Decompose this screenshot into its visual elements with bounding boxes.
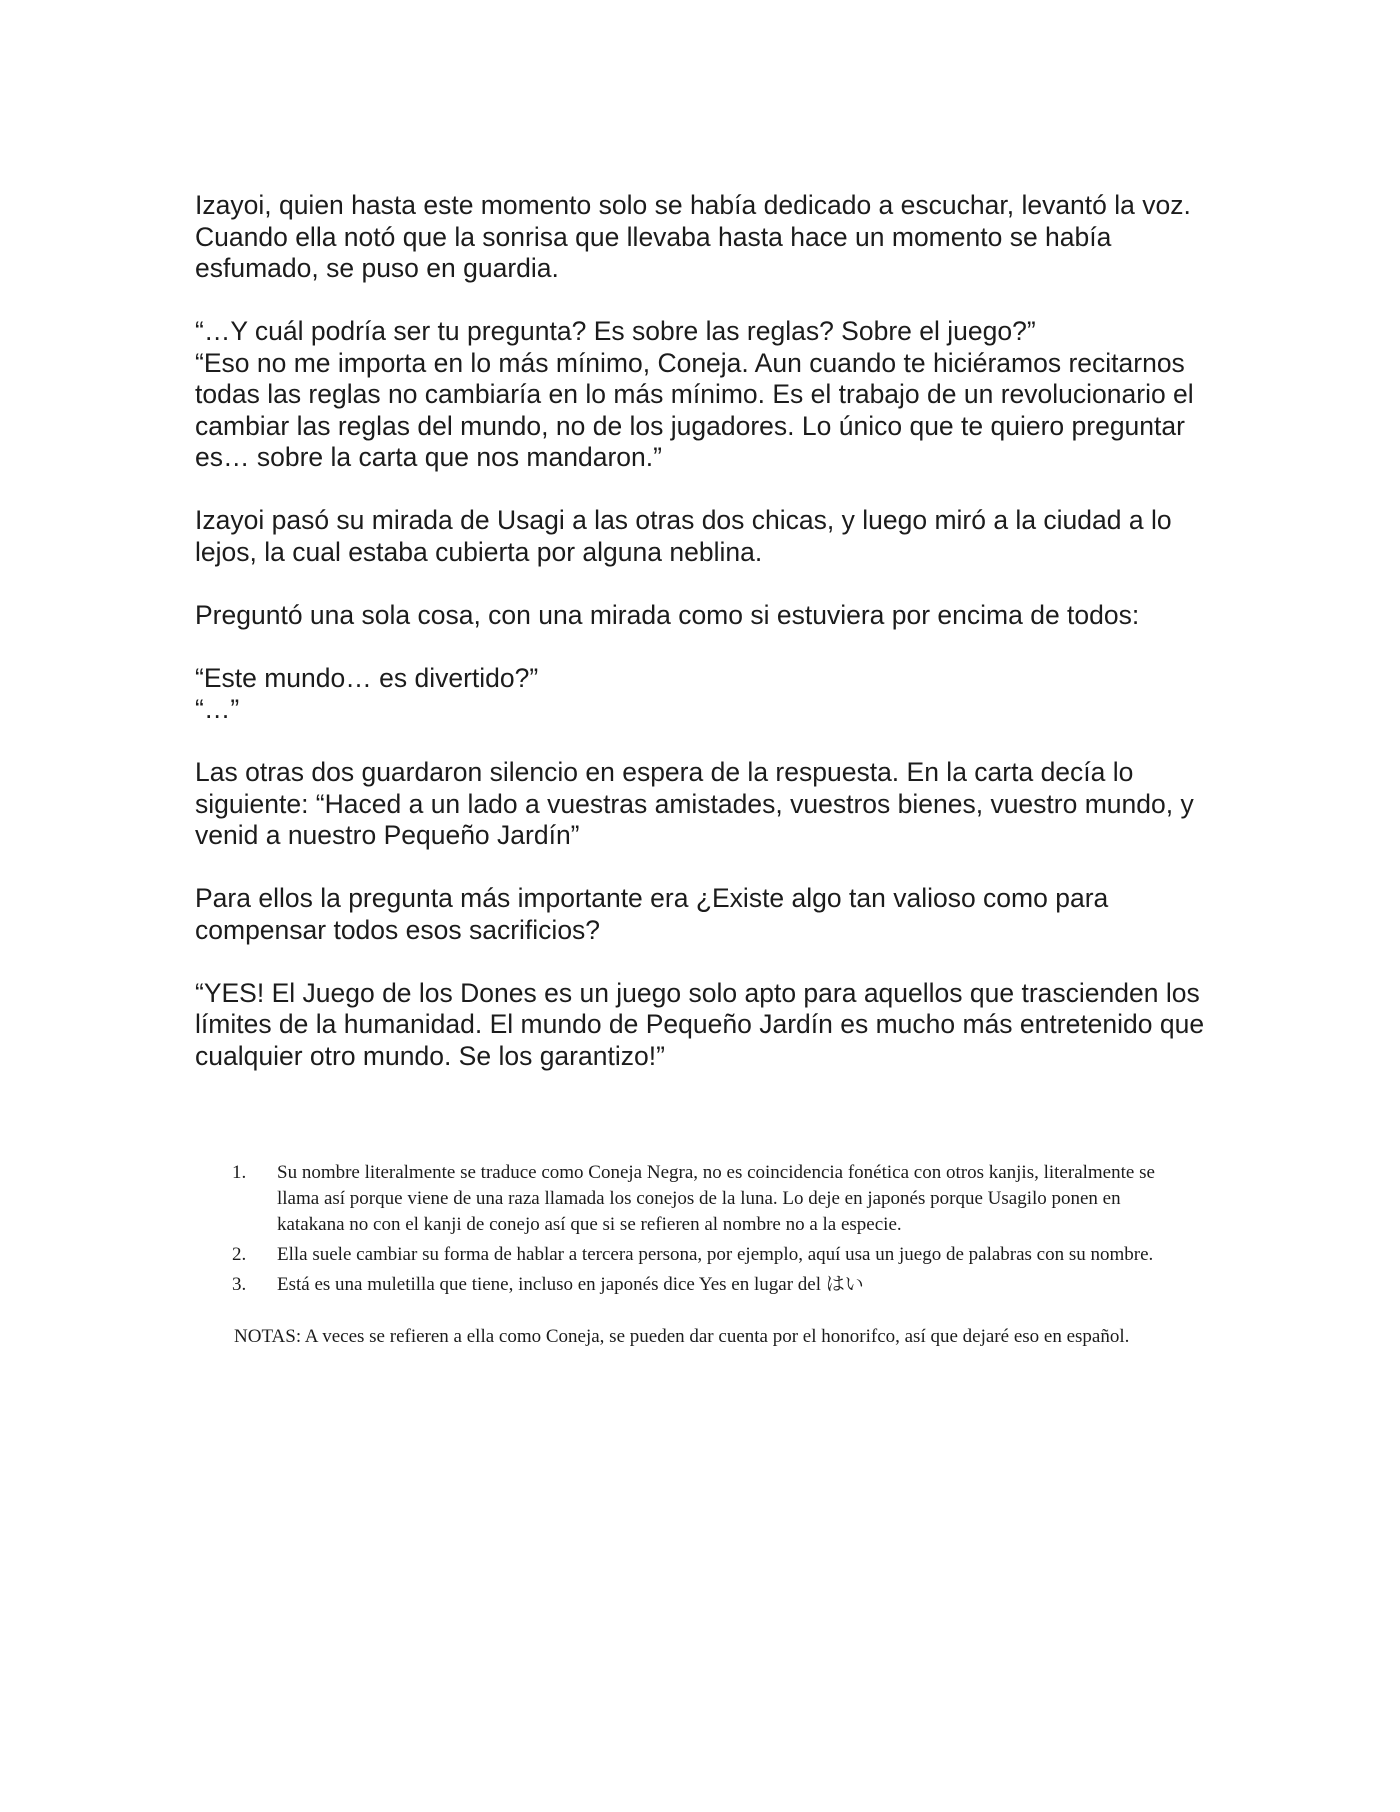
paragraph-gap bbox=[195, 474, 1225, 506]
paragraph-gap bbox=[195, 285, 1225, 317]
paragraph-gap bbox=[195, 568, 1225, 600]
paragraph: “Eso no me importa en lo más mínimo, Coneja. Aun cuando te hiciéramos recitarnos todas las reglas no cambiaría en lo más mínimo. Es el trabajo de un revolucionario el cambiar las reglas del mundo, no de los jugadores. Lo único que te quiero preguntar es… sobre la carta que nos mandaron.” bbox=[195, 347, 1194, 472]
footnote-text: Está es una muletilla que tiene, incluso en japonés dice Yes en lugar del はい bbox=[277, 1274, 864, 1295]
paragraph-gap bbox=[195, 852, 1225, 884]
paragraph: “Este mundo… es divertido?” bbox=[195, 662, 539, 693]
paragraph: Para ellos la pregunta más importante era ¿Existe algo tan valioso como para compensar todos esos sacrificios? bbox=[195, 883, 1109, 945]
footnotes-section bbox=[232, 1160, 1192, 1369]
paragraph-gap bbox=[195, 726, 1225, 758]
paragraph: Preguntó una sola cosa, con una mirada como si estuviera por encima de todos: bbox=[195, 599, 1140, 630]
paragraph-gap bbox=[195, 946, 1225, 978]
main-text bbox=[195, 190, 1225, 1072]
footnote-number: 1. bbox=[232, 1162, 247, 1183]
footnote-number: 3. bbox=[232, 1274, 247, 1295]
footnote-item bbox=[232, 1160, 1192, 1238]
footnote-number: 2. bbox=[232, 1244, 247, 1265]
paragraph: Las otras dos guardaron silencio en espera de la respuesta. En la carta decía lo siguiente: “Haced a un lado a vuestras amistades, vuestros bienes, vuestro mundo, y venid a nuestro Pequeño Jardín” bbox=[195, 757, 1194, 850]
paragraph: “…” bbox=[195, 694, 240, 724]
footnote-text: Ella suele cambiar su forma de hablar a tercera persona, por ejemplo, aquí usa un juego de palabras con su nombre. bbox=[277, 1244, 1154, 1265]
paragraph: “YES! El Juego de los Dones es un juego solo apto para aquellos que trascienden los límites de la humanidad. El mundo de Pequeño Jardín es mucho más entretenido que cualquier otro mundo. Se los garantizo!” bbox=[195, 977, 1205, 1071]
paragraph-gap bbox=[195, 631, 1225, 663]
footnote-text: Su nombre literalmente se traduce como Coneja Negra, no es coincidencia fonética con otros kanjis, literalmente se llama así porque viene de una raza llamada los conejos de la luna. Lo deje en japonés porque Usagilo ponen en katakana no con el kanji de conejo así que si se refieren al nombre no a la especie. bbox=[277, 1162, 1155, 1235]
paragraph: “…Y cuál podría ser tu pregunta? Es sobre las reglas? Sobre el juego?” bbox=[195, 316, 1036, 346]
paragraph: Izayoi pasó su mirada de Usagi a las otras dos chicas, y luego miró a la ciudad a lo lejos, la cual estaba cubierta por alguna neblina. bbox=[195, 505, 1172, 567]
paragraph: Izayoi, quien hasta este momento solo se había dedicado a escuchar, levantó la voz. Cuando ella notó que la sonrisa que llevaba hasta hace un momento se había esfumado, se puso en guardia. bbox=[195, 190, 1191, 283]
footnote-item bbox=[232, 1272, 1192, 1298]
notes-text: NOTAS: A veces se refieren a ella como Coneja, se pueden dar cuenta por el honorifco, así que dejaré eso en español. bbox=[234, 1326, 1130, 1347]
footnote-item bbox=[232, 1242, 1192, 1268]
